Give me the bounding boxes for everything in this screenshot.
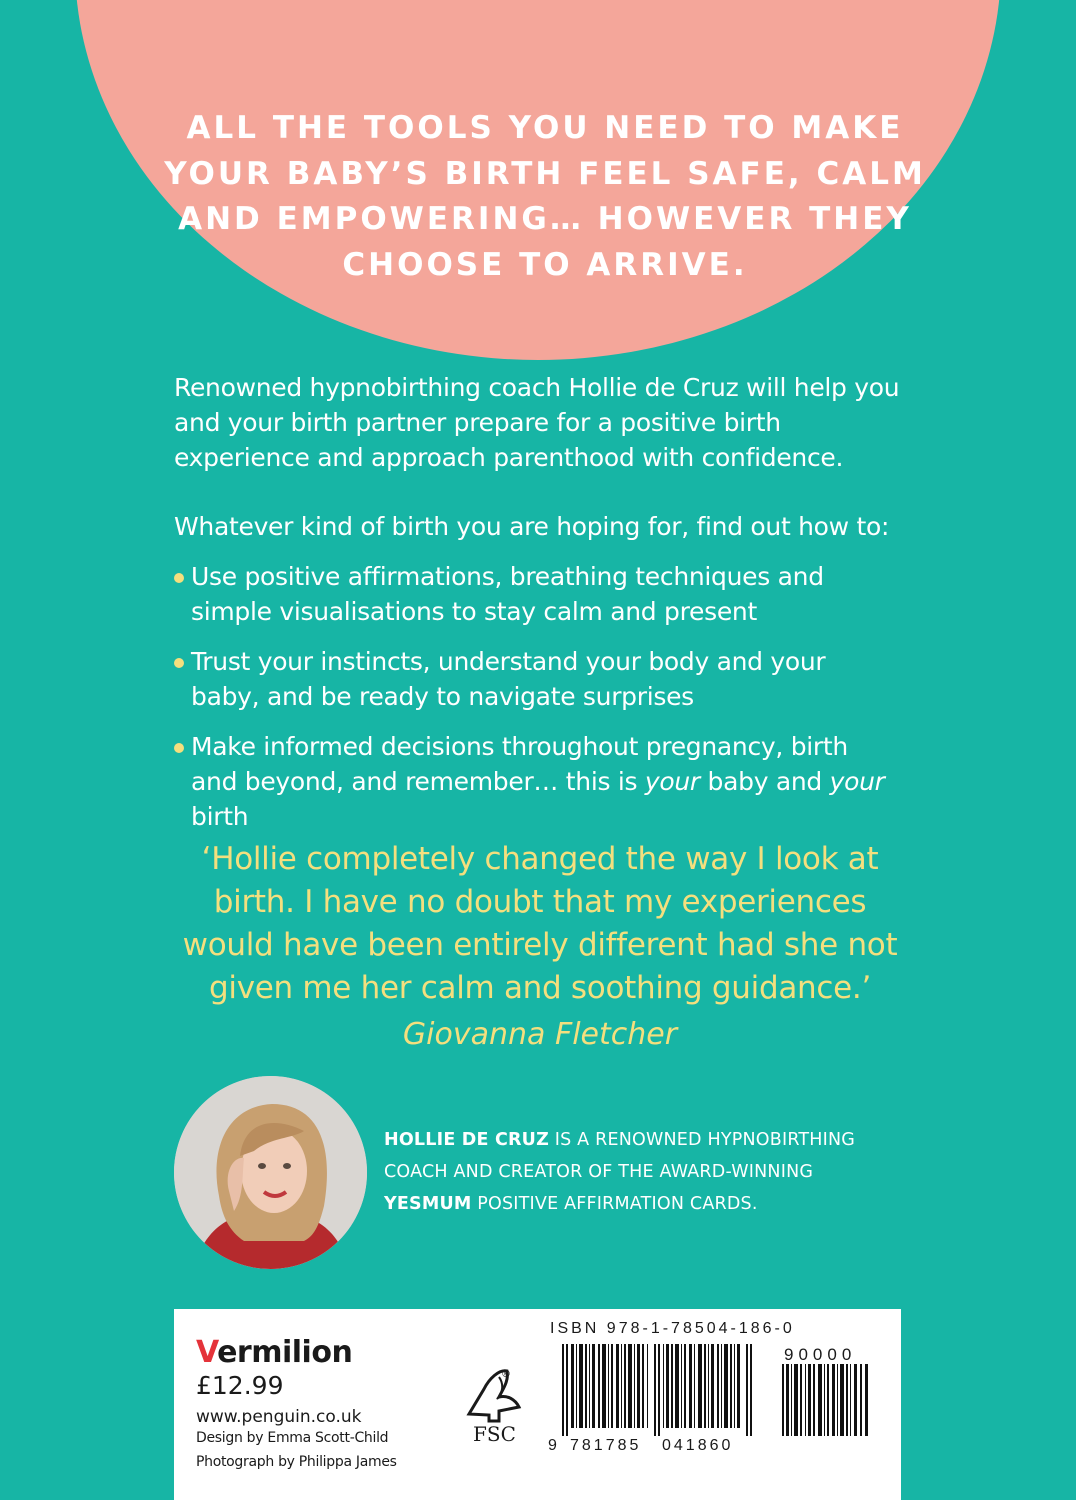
barcode-panel (174, 1309, 901, 1500)
barcode-lead-digit: 9 (548, 1437, 560, 1454)
addon-barcode (782, 1364, 874, 1436)
isbn-label: ISBN 978-1-78504-186-0 (550, 1320, 795, 1337)
list-item: Use positive affirmations, breathing techniques and simple visualisations to stay calm and present (174, 559, 894, 629)
publisher-logo: Vermilion (196, 1335, 353, 1370)
price: £12.99 (196, 1371, 284, 1400)
barcode (562, 1344, 757, 1436)
website: www.penguin.co.uk (196, 1407, 362, 1427)
price-addon-digits: 90000 (784, 1345, 857, 1364)
list-item: Make informed decisions throughout pregnancy, birth and beyond, and remember… this is your baby and your birth (174, 729, 894, 834)
svg-text:®: ® (501, 1369, 511, 1380)
fsc-label: FSC (473, 1422, 516, 1446)
bullet-lead-in: Whatever kind of birth you are hoping for, find out how to: (174, 512, 890, 541)
bullet-dot-icon (174, 658, 184, 668)
barcode-digits-right: 041860 (662, 1437, 734, 1454)
quote-attribution: Giovanna Fletcher (402, 1017, 678, 1052)
author-photo (174, 1076, 367, 1269)
photo-credit: Photograph by Philippa James (196, 1454, 397, 1470)
bullet-dot-icon (174, 743, 184, 753)
barcode-digits-left: 781785 (570, 1437, 642, 1454)
headline: ALL THE TOOLS YOU NEED TO MAKE YOUR BABY’S BIRTH FEEL SAFE, CALM AND EMPOWERING… HOWEVER THEY CHOOSE TO ARRIVE. (164, 110, 926, 283)
author-bio: HOLLIE DE CRUZ IS A RENOWNED HYPNOBIRTHING COACH AND CREATOR OF THE AWARD-WINNING YESMUM POSITIVE AFFIRMATION CARDS. (384, 1130, 856, 1214)
design-credit: Design by Emma Scott-Child (196, 1430, 389, 1446)
fsc-tree-icon (459, 1359, 539, 1449)
intro-paragraph: Renowned hypnobirthing coach Hollie de Cruz will help you and your birth partner prepare for a positive birth experience and approach parenthood with confidence. (174, 373, 900, 472)
bullet-dot-icon (174, 573, 184, 583)
author-photo-icon (174, 1076, 367, 1269)
testimonial-quote: ‘Hollie completely changed the way I look at birth. I have no doubt that my experiences would have been entirely different had she not given me her calm and soothing guidance.’ (182, 841, 898, 1006)
list-item: Trust your instincts, understand your body and your baby, and be ready to navigate surprises (174, 644, 894, 714)
benefit-list (174, 559, 894, 849)
